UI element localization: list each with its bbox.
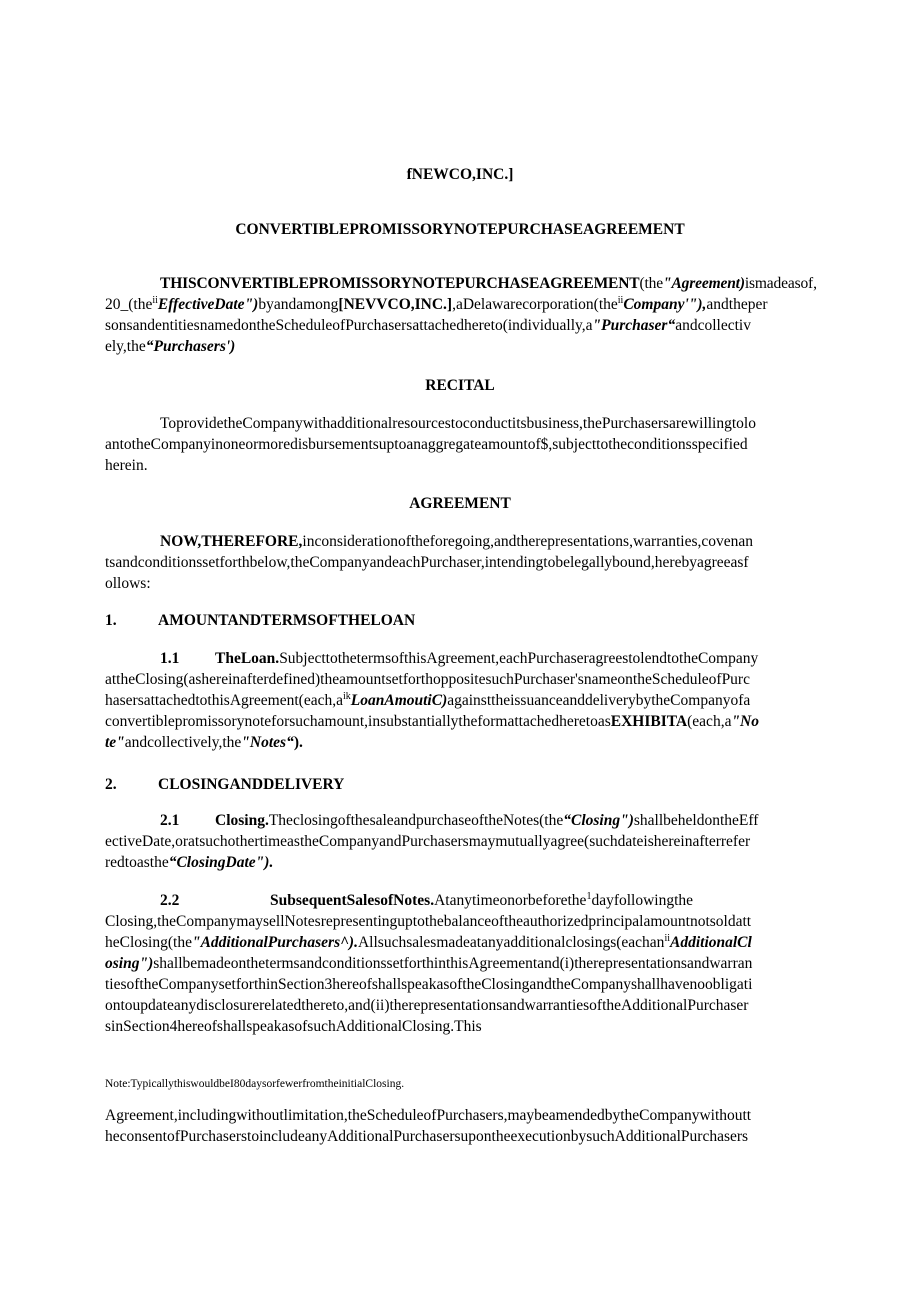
company-term: Company'"), [623, 296, 707, 313]
additional-closing-term: osing") [105, 955, 154, 972]
document-page: fNEWCO,INC.] CONVERTIBLEPROMISSORYNOTEPURCHASEAGREEMENT THISCONVERTIBLEPROMISSORYNOTEPURCHASEAGREEMENT(the"Agreement)ismadeasof, 20_(the$^{ii}$EffectiveDate")byandamong[NEVVCO,INC.],aDelawarecorporation(the$^{ii}$Company'"),andtheper sonsandentitiesnamedontheScheduleofPurchasersattachedhereto(individually,a"Purchaser“andcollectiv ely,the“Purchasers') RECITAL ToprovidetheCompanywithadditionalresourcestoconductitsbusiness,thePurchasersarewillingtolo antotheCompanyinoneormoredisbursementsuptoanaggregateamountof$,subjecttotheconditionsspecified herein. AGREEMENT NOW,THEREFORE,inconsiderationoftheforegoing,andtherepresentations,warranties,covenan tsandconditionssetforthbelow,theCompanyandeachPurchaser,intendingtobelegallybound,herebyagreeasf ollows: 1. AMOUNTANDTERMSOFTHELOAN 1.1 TheLoan.SubjecttothetermsofthisAgreement,eachPurchaseragreestolendtotheCompany attheClosing(ashereinafterdefined)theamountsetforthoppositesuchPurchaser'snameontheScheduleofPurc $hasersattachedtothisAgreement(each,a^{ik}LoanAmoutiC)againsttheissuanceanddeliverybytheCompanyofa$ convertiblepromissorynoteforsuchamount,insubstantiallytheformattachedheretoasEXHIBITA(each,a"No te"andcollectively,the"Notes“). 2. CLOSINGANDDELIVERY 2.1 Closing.TheclosingofthesaleandpurchaseoftheNotes(the“Closing")shallbeheldontheEff ectiveDate,oratsuchothertimeastheCompanyandPurchasersmaymutuallyagree(suchdateishereinafterrefer redtoasthe“ClosingDate"). 2.2 SubsequentSalesofNotes.Atanytimeonorbeforethe$^1$dayfollowingthe Closing,theCompanymaysellNotesrepresentinguptothebalanceoftheauthorizedprincipalamountnotsoldatt heClosing(the"AdditionalPurchasers^).Allsuchsalesmadeatanyadditionalclosings(eachan$^{ii}$AdditionalCl osing")shallbemadeonthetermsandconditionssetforthinthisAgreementand(i)therepresentationsandwarran tiesoftheCompanysetforthinSection3hereofshallspeakasoftheClosingandtheCompanyshallhavenoobligati ontoupdateanydisclosurerelatedthereto,and(ii)therepresentationsandwarrantiesoftheAdditionalPurchaser sinSection4hereofshallspeakasofsuchAdditionalClosing.This Note:TypicallythiswouldbeI80daysorfewerfromtheinitialClosing. Agreement,includingwithoutlimitation,theScheduleofPurchasers,maybeamendedbytheCompanywithoutt heconsentofPurchaserstoincludeanyAdditionalPurchasersupontheexecutionbysuchAdditionalPurchasers [0, 0, 920, 1301]
agreement-heading: AGREEMENT [409, 495, 511, 512]
purchasers-term: “Purchasers') [145, 338, 236, 355]
additional-purchasers-term: "AdditionalPurchasers^). [191, 934, 358, 951]
loan-amount-term: LoanAmoutiC) [350, 692, 448, 709]
footnote-marker[interactable]: 1 [586, 890, 592, 902]
company-line: fNEWCO,INC.] [406, 166, 514, 183]
effective-date-term: EffectiveDate") [157, 296, 259, 313]
exhibit-a-ref: EXHIBITA [610, 713, 688, 730]
agreement-paragraph: NOW,THEREFORE,inconsiderationoftheforegoing,andtherepresentations,warranties,covenan tsandconditionssetforthbelow,theCompanyandeachPurchaser,intendingtobelegallybound,herebyagreeasf ollows: [105, 533, 754, 592]
continuation-paragraph: Agreement,includingwithoutlimitation,theScheduleofPurchasers,maybeamendedbytheCompanywithoutt heconsentofPurchaserstoincludeanyAdditionalPurchasersupontheexecutionbysuchAdditionalPurchasers [105, 1107, 752, 1145]
purchaser-term: "Purchaser“ [592, 317, 676, 334]
notes-term: "Notes“ [241, 734, 294, 751]
agreement-lead: THISCONVERTIBLEPROMISSORYNOTEPURCHASEAGREEMENT [160, 275, 640, 292]
section-2-1-paragraph: 2.1 Closing.TheclosingofthesaleandpurchaseoftheNotes(the“Closing")shallbeheldontheEff ectiveDate,oratsuchothertimeastheCompanyandPurchasersmaymutuallyagree(suchdateishereinafterrefer redtoasthe“ClosingDate"). [105, 812, 759, 871]
recital-paragraph: ToprovidetheCompanywithadditionalresourcestoconductitsbusiness,thePurchasersarewillingtolo antotheCompanyinoneormoredisbursementsuptoanaggregateamountof$,subjecttotheconditionsspecified herein. [105, 415, 756, 474]
footnote: Note:TypicallythiswouldbeI80daysorfewerfromtheinitialClosing. [105, 1078, 405, 1090]
company-name: [NEVVCO,INC.] [338, 296, 453, 313]
agreement-term: "Agreement) [662, 275, 745, 292]
closing-date-term: “ClosingDate"). [168, 854, 274, 871]
document-title: CONVERTIBLEPROMISSORYNOTEPURCHASEAGREEMENT [235, 221, 685, 238]
intro-paragraph: THISCONVERTIBLEPROMISSORYNOTEPURCHASEAGREEMENT(the"Agreement)ismadeasof, 20_(the$^{ii}$EffectiveDate")byandamong[NEVVCO,INC.],aDelawarecorporation(the$^{ii}$Company'"),andtheper sonsandentitiesnamedontheScheduleofPurchasersattachedhereto(individually,a"Purchaser“andcollectiv ely,the“Purchasers') [105, 275, 817, 355]
recital-heading: RECITAL [425, 377, 495, 394]
section-2-2-paragraph: 2.2 SubsequentSalesofNotes.Atanytimeonorbeforethe$^1$dayfollowingthe Closing,theCompanymaysellNotesrepresentinguptothebalanceoftheauthorizedprincipalamountnotsoldatt heClosing(the"AdditionalPurchasers^).Allsuchsalesmadeatanyadditionalclosings(eachan$^{ii}$AdditionalCl osing")shallbemadeonthetermsandconditionssetforthinthisAgreementand(i)therepresentationsandwarran tiesoftheCompanysetforthinSection3hereofshallspeakasoftheClosingandtheCompanyshallhavenoobligati ontoupdateanydisclosurerelatedthereto,and(ii)therepresentationsandwarrantiesoftheAdditionalPurchaser sinSection4hereofshallspeakasofsuchAdditionalClosing.This [105, 890, 753, 1035]
closing-term: “Closing") [563, 812, 634, 829]
section-1-1-paragraph: 1.1 TheLoan.SubjecttothetermsofthisAgreement,eachPurchaseragreestolendtotheCompany attheClosing(ashereinafterdefined)theamountsetforthoppositesuchPurchaser'snameontheScheduleofPurc $hasersattachedtothisAgreement(each,a^{ik}LoanAmoutiC)againsttheissuanceanddeliverybytheCompanyofa$ convertiblepromissorynoteforsuchamount,insubstantiallytheformattachedheretoasEXHIBITA(each,a"No te"andcollectively,the"Notes“). [105, 650, 760, 751]
